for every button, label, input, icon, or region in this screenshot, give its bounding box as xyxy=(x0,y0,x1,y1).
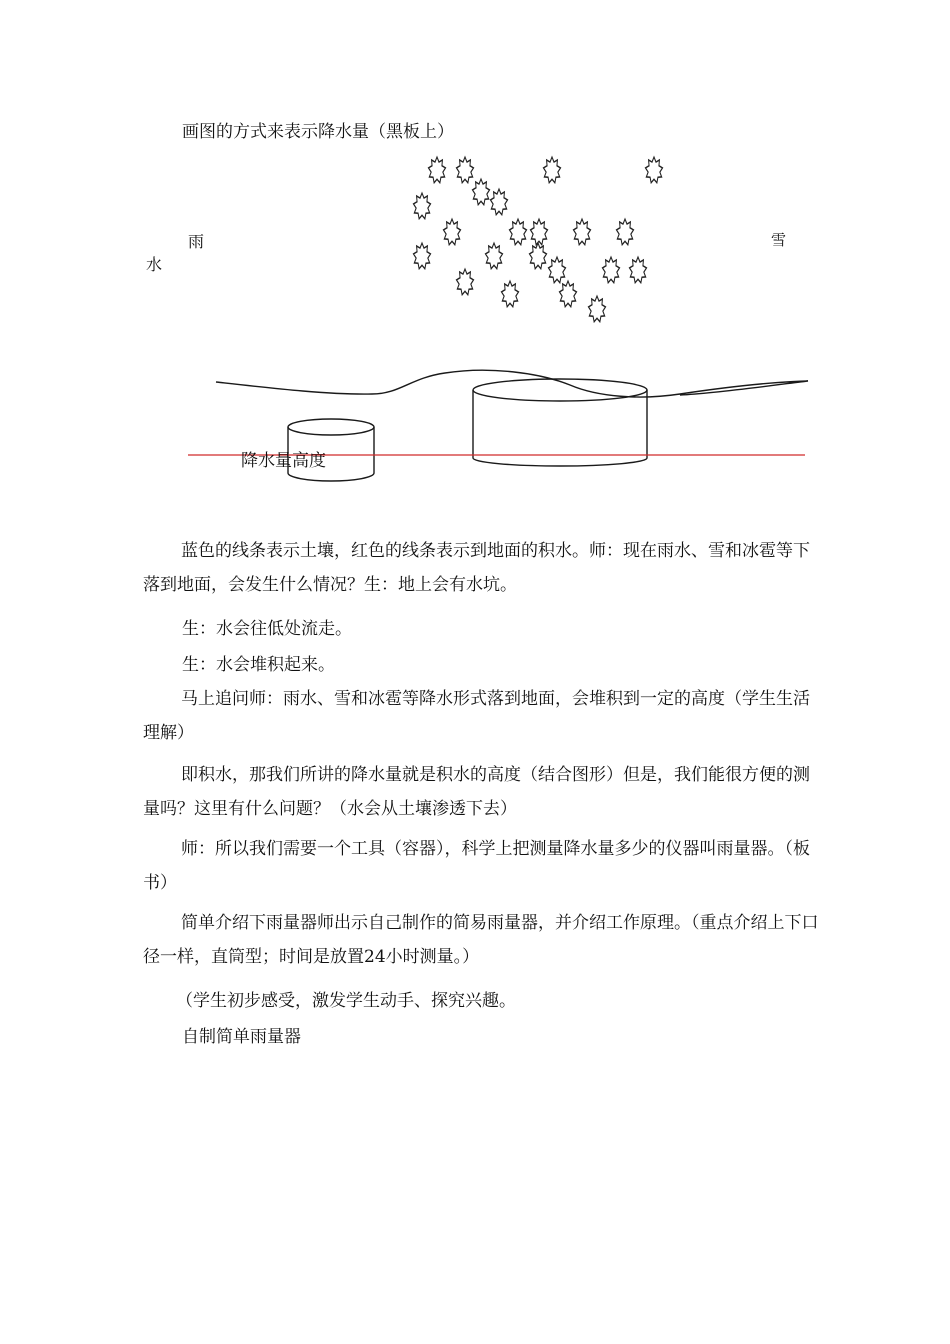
snowflake-icon xyxy=(444,219,461,245)
paragraph-text: 即积水，那我们所讲的降水量就是积水的高度（结合图形）但是，我们能很方便的测量吗？这里有什么问题？（水会从土壤渗透下去） xyxy=(143,765,810,819)
paragraph-3: 生：水会堆积起来。 xyxy=(182,655,335,675)
snowflake-icon xyxy=(457,269,474,295)
paragraph-6 xyxy=(143,832,823,900)
snowflake-icon xyxy=(530,243,547,269)
paragraph-text: 简单介绍下雨量器师出示自己制作的简易雨量器，并介绍工作原理。（重点介绍上下口径一样，直筒型；时间是放置24小时测量。） xyxy=(143,913,819,967)
paragraph-2: 生：水会往低处流走。 xyxy=(182,619,352,639)
label-precipitation-height: 降水量高度 xyxy=(241,451,326,471)
snowflake-icon xyxy=(429,157,446,183)
label-rain: 雨 xyxy=(188,232,205,251)
paragraph-7 xyxy=(143,906,823,974)
snowflake-icon xyxy=(544,157,561,183)
paragraph-text: 师：所以我们需要一个工具（容器），科学上把测量降水量多少的仪器叫雨量器。（板书） xyxy=(143,839,810,893)
snowflake-icon xyxy=(617,219,634,245)
paragraph-text: 蓝色的线条表示土壤，红色的线条表示到地面的积水。师：现在雨水、雪和冰雹等下落到地面，会发生什么情况？生：地上会有水坑。 xyxy=(143,541,810,595)
small-cylinder xyxy=(288,419,374,481)
snowflake-icon xyxy=(603,257,620,283)
snowflake-icon xyxy=(414,243,431,269)
snowflake-icon xyxy=(630,257,647,283)
soil-line xyxy=(216,370,808,397)
snowflake-icon xyxy=(486,243,503,269)
paragraph-1 xyxy=(143,534,823,602)
snowflake-icon xyxy=(457,157,474,183)
snowflake-icon xyxy=(646,157,663,183)
snowflake-icon xyxy=(589,296,606,322)
large-cylinder xyxy=(473,379,647,466)
paragraph-text: 马上追问师：雨水、雪和冰雹等降水形式落到地面，会堆积到一定的高度（学生生活理解） xyxy=(143,689,810,743)
snowflake-icon xyxy=(491,189,508,215)
paragraph-8: （学生初步感受，激发学生动手、探究兴趣。 xyxy=(176,991,516,1011)
figure-heading: 画图的方式来表示降水量（黑板上） xyxy=(182,122,454,142)
paragraph-5 xyxy=(143,758,823,826)
snowflake-icon xyxy=(531,219,548,245)
paragraph-4 xyxy=(143,682,823,750)
precipitation-diagram xyxy=(0,0,950,520)
snowflake-icon xyxy=(502,281,519,307)
label-water: 水 xyxy=(146,255,163,274)
snowflake-icon xyxy=(414,193,431,219)
snowflake-icon xyxy=(549,257,566,283)
snowflake-icon xyxy=(574,219,591,245)
snowflake-icon xyxy=(510,219,527,245)
snowflake-group xyxy=(414,157,663,322)
paragraph-9: 自制简单雨量器 xyxy=(182,1027,301,1047)
snowflake-icon xyxy=(473,179,490,205)
snowflake-icon xyxy=(560,281,577,307)
label-snow: 雪 xyxy=(771,231,787,249)
